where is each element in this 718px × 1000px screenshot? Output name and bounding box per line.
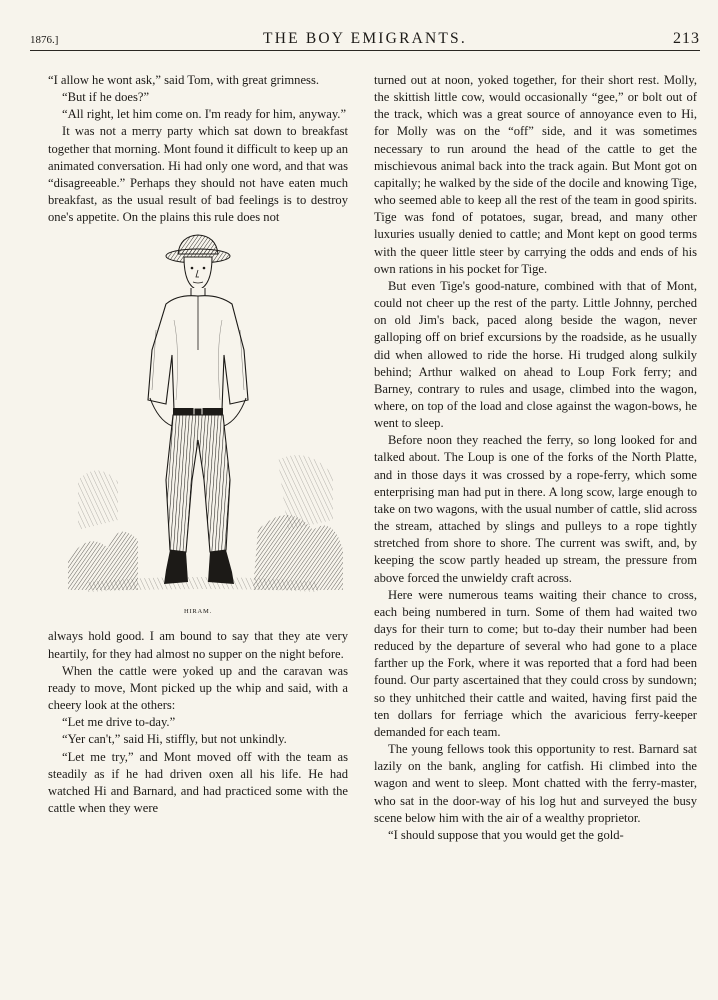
paragraph: “But if he does?”: [62, 90, 150, 105]
paragraph: turned out at noon, yoked together, for their short rest. Molly, the skittish little cow, would occasionally “gee,” or bolt out of the track, which was a great source of annoyance even to Hi, for Molly was on the “off” side, and it was sometimes necessary to run around the head of the cattle to get the mischievous animal back into the track again. But Mont got on capitally; he walked by the side of the docile and knowing Tige, who seemed able to keep all the rest of the team in good spirits. Tige was fond of potatoes, sugar, bread, and many other luxuries usually denied to cattle; and Mont kept on good terms with the queer little steer by carrying the odds and ends of his own rations in his pocket for Tige.: [374, 73, 697, 276]
paragraph: Here were numerous teams waiting their chance to cross, each being numbered in turn. Some of them had waited two days for their turn to come; but to-day their number had been reduced by the departure of several who had gone to a place farther up the Fork, where it was reported that a ford had been found. Our party ascertained that they could cross by sundown; so they unhitched their cattle and waited, having first paid the ten dollars for ferriage which the avaricious ferry-keeper demanded for each team.: [374, 587, 697, 739]
header-page-number: 213: [673, 30, 700, 47]
paragraph: When the cattle were yoked up and the caravan was ready to move, Mont picked up the whip and said, with a cheery look at the others:: [48, 663, 348, 713]
paragraph: “I allow he wont ask,” said Tom, with great grimness.: [48, 73, 319, 87]
hiram-engraving: [48, 230, 348, 622]
right-column: [374, 72, 697, 844]
paragraph: “I should suppose that you would get the gold-: [388, 827, 624, 842]
figure-caption: HIRAM.: [183, 608, 213, 616]
paragraph: “Let me try,” and Mont moved off with the team as steadily as if he had driven oxen all his life. He had watched Hi and Barnard, and had practiced some with the cattle when they were: [48, 749, 348, 815]
paragraph: It was not a merry party which sat down to breakfast together that morning. Mont found it difficult to keep up an animated conversation. Hi had only one word, and that was “disagreeable.” Perhaps they should not have eaten much breakfast, as the usual result of bad feelings is to destroy one's appetite. On the plains this rule does not: [48, 124, 348, 225]
running-header: [30, 20, 700, 51]
paragraph: always hold good. I am bound to say that they ate very heartily, for they had almost no supper on the night before.: [48, 629, 348, 661]
header-title: THE BOY EMIGRANTS.: [263, 30, 467, 47]
illustration-hiram: [48, 230, 348, 622]
paragraph: “Yer can't,” said Hi, stiffly, but not unkindly.: [62, 732, 287, 747]
header-year: 1876.]: [30, 34, 59, 46]
paragraph: But even Tige's good-nature, combined with that of Mont, could not cheer up the rest of the party. Little Johnny, perched on old Jim's back, paced along beside the wagon, never galloping off on brief excursions by the roadside, as he usually did when allowed to ride the horse. Hi trudged along sulkily behind; Arthur walked on ahead to Loup Fork ferry; and Barney, contrary to rules and usage, climbed into the wagon, where, on top of the load and close against the wagon-bows, he went to sleep.: [374, 278, 697, 431]
paragraph: Before noon they reached the ferry, so long looked for and talked about. The Loup is one of the forks of the North Platte, and in those days it was crossed by a rope-ferry, which some enterprising man had put in there. A long scow, large enough to take on two wagons, with the usual number of cattle, slid across the stream, attached by slings and pulleys to a rope tightly stretched from shore to shore. The current was swift, and, by keeping the scow partly headed up stream, the pressure from above forced the unwieldy craft across.: [374, 433, 697, 585]
left-column: [48, 72, 348, 817]
paragraph: “Let me drive to-day.”: [62, 715, 176, 730]
paragraph: “All right, let him come on. I'm ready for him, anyway.”: [62, 107, 347, 122]
paragraph: The young fellows took this opportunity to rest. Barnard sat lazily on the bank, angling for catfish. Hi climbed into the wagon and went to sleep. Mont chatted with the ferry-master, who sat in the door-way of his log hut and surveyed the busy scene below him with the air of a wealthy proprietor.: [374, 742, 697, 825]
